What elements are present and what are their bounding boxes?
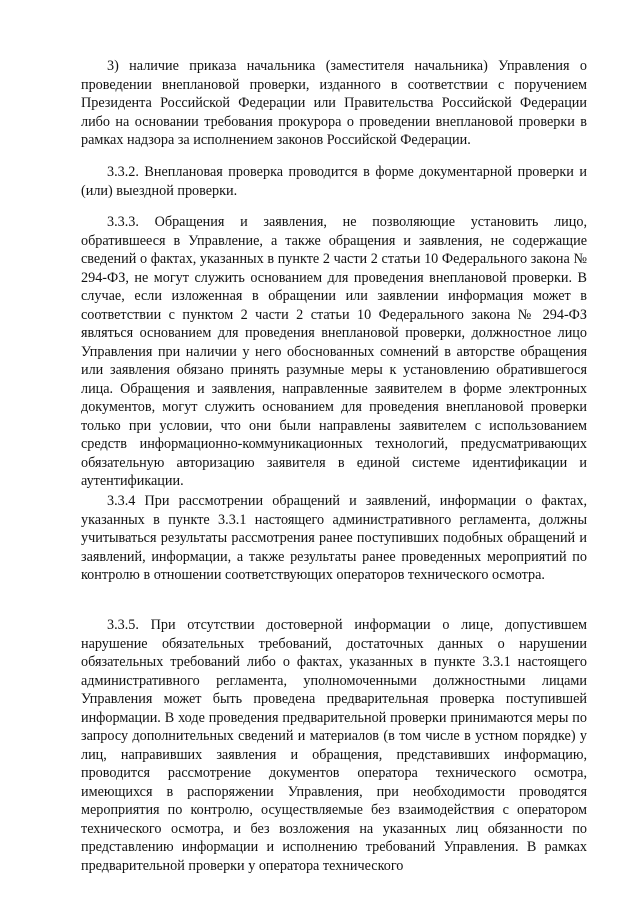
paragraph-3-item-3: 3) наличие приказа начальника (заместителя начальника) Управления о проведении внеплановой проверки, изданного в соответствии с поручением Президента Российской Федерации или Правительства Российской Федерации либо на основании требования прокурора о проведении внеплановой проверки в рамках надзора за исполнением законов Российской Федерации. xyxy=(81,58,587,148)
paragraph-3-3-5: 3.3.5. При отсутствии достоверной информации о лице, допустившем нарушение обязательных требований, достаточных данных о нарушении обязательных требований либо о фактах, указанных в пункте 3.3.1 настоящего административного регламента, уполномоченными должностными лицами Управления может быть проведена предварительная проверка поступившей информации. В ходе проведения предварительной проверки принимаются меры по запросу дополнительных сведений и материалов (в том числе в устном порядке) у лиц, направивших заявления и обращения, представивших информацию, проводится рассмотрение документов оператора технического осмотра, имеющихся в распоряжении Управления, при необходимости проводятся мероприятия по контролю, осуществляемые без взаимодействия с оператором технического осмотра, и без возложения на указанных лиц обязанности по представлению информации и исполнению требований Управления. В рамках предварительной проверки у оператора технического xyxy=(81,617,587,874)
paragraph-3-3-2: 3.3.2. Внеплановая проверка проводится в форме документарной проверки и (или) выездной проверки. xyxy=(81,164,587,199)
paragraph-3-3-4: 3.3.4 При рассмотрении обращений и заявлений, информации о фактах, указанных в пункте 3.3.1 настоящего административного регламента, должны учитываться результаты рассмотрения ранее поступивших подобных обращений и заявлений, информации, а также результаты ранее проведенных мероприятий по контролю в отношении соответствующих операторов технического осмотра. xyxy=(81,493,587,583)
paragraph-3-3-3: 3.3.3. Обращения и заявления, не позволяющие установить лицо, обратившееся в Управление, а также обращения и заявления, не содержащие сведений о фактах, указанных в пункте 2 части 2 статьи 10 Федерального закона № 294-ФЗ, не могут служить основанием для проведения внеплановой проверки. В случае, если изложенная в обращении или заявлении информация может в соответствии с пунктом 2 части 2 статьи 10 Федерального закона № 294-ФЗ являться основанием для проведения внеплановой проверки, должностное лицо Управления при наличии у него обоснованных сомнений в авторстве обращения или заявления обязано принять разумные меры к установлению обратившегося лица. Обращения и заявления, направленные заявителем в форме электронных документов, могут служить основанием для проведения внеплановой проверки только при условии, что они были направлены заявителем с использованием средств информационно-коммуникационных технологий, предусматривающих обязательную авторизацию заявителя в единой системе идентификации и аутентификации. xyxy=(81,214,587,489)
